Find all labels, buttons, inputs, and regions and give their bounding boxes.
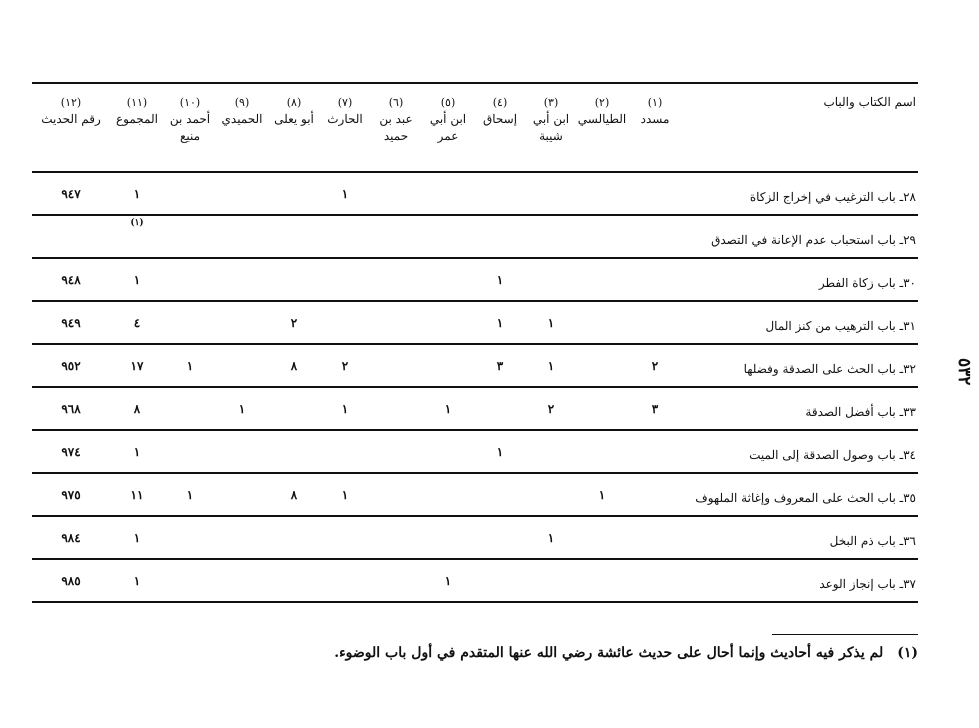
count-cell [164,516,216,559]
count-cell [110,215,164,258]
count-cell: ٩٤٨ [61,272,81,287]
header-column-label: إسحاق [482,112,518,126]
header-column [526,83,576,172]
count-cell [526,430,576,473]
header-column-label: ابن أبي شيبة [532,112,570,143]
header-column-label: الحميدي [221,112,263,126]
header-column-number: (٦) [388,96,404,109]
count-cell [216,344,268,387]
count-cell: ١ [238,401,246,416]
count-cell [526,172,576,215]
header-column-label: مسدد [640,112,670,126]
count-cell [216,559,268,602]
chapter-title: ٣٠ـ باب زكاة الفطر [818,275,916,290]
count-cell [164,559,216,602]
header-column [628,83,682,172]
count-cell [422,172,474,215]
count-cell [268,215,320,258]
count-cell [576,258,628,301]
chapter-title: ٣٥ـ باب الحث على المعروف وإغاثة الملهوف [695,490,916,505]
count-cell [628,473,682,516]
count-cell [576,301,628,344]
count-cell [422,301,474,344]
count-cell: ٩٤٧ [61,186,81,201]
count-cell [370,344,422,387]
count-cell [370,215,422,258]
count-cell [268,430,320,473]
count-cell [576,172,628,215]
header-column-number: (١١) [126,96,148,109]
count-cell: ٢ [290,315,298,330]
header-column-number: (٣) [543,96,559,109]
header-column-number: (١٠) [179,96,201,109]
count-cell [216,172,268,215]
count-cell [370,430,422,473]
count-cell: ٢ [547,401,555,416]
table-row [32,516,918,559]
table-header [32,83,918,172]
header-column-number: (٢) [594,96,610,109]
count-cell: ١ [547,315,555,330]
header-column-number: (١) [647,96,663,109]
count-cell: ٢ [341,358,349,373]
count-cell [422,344,474,387]
count-cell [628,430,682,473]
table-body [32,172,918,602]
count-cell [216,473,268,516]
page-number: ٥٣٢ [954,358,974,386]
count-cell [370,516,422,559]
count-cell [474,172,526,215]
count-cell [370,387,422,430]
count-cell [320,516,370,559]
count-cell [474,516,526,559]
count-cell [576,516,628,559]
header-column-label: أبو يعلى [274,112,314,126]
count-cell [370,258,422,301]
hadith-count-table-container [32,82,918,603]
count-cell [164,258,216,301]
chapter-title: ٣١ـ باب الترهيب من كنز المال [765,318,916,333]
header-column-label: المجموع [116,112,158,126]
header-column [370,83,422,172]
count-cell: ١ [598,487,606,502]
header-column-label: ابن أبي عمر [429,112,467,143]
count-cell: ١ [186,487,194,502]
count-cell: ١ [444,573,452,588]
header-column [422,83,474,172]
count-cell: ١ [186,358,194,373]
count-cell [422,473,474,516]
header-row [32,83,918,172]
count-cell: ١١ [130,487,144,502]
header-column-number: (٧) [337,96,353,109]
table-row [32,215,918,258]
header-column [110,83,164,172]
count-cell [628,215,682,258]
count-cell: ١ [496,315,504,330]
footnote-text: لم يذكر فيه أحاديث وإنما أحال على حديث عائشة رضي الله عنها المتقدم في أول باب الوضوء. [334,645,884,661]
count-cell [216,516,268,559]
chapter-title: ٢٩ـ باب استحباب عدم الإعانة في التصدق [711,232,916,247]
header-column-label: الطيالسي [577,112,627,126]
header-book-chapter: اسم الكتاب والباب [823,95,916,109]
count-cell: ١ [341,487,349,502]
header-column-number: (٩) [234,96,250,109]
count-cell [370,473,422,516]
count-cell [320,215,370,258]
chapter-title: ٣٧ـ باب إنجاز الوعد [819,576,916,591]
count-cell [474,559,526,602]
table-row [32,473,918,516]
table-row [32,172,918,215]
count-cell [526,258,576,301]
count-cell: ١ [444,401,452,416]
count-cell: ٣ [651,401,659,416]
chapter-title: ٢٨ـ باب الترغيب في إخراج الزكاة [749,189,916,204]
count-cell [268,516,320,559]
count-cell: ١ [547,358,555,373]
header-column [32,83,110,172]
count-cell: ٢ [651,358,659,373]
count-cell: ١٧ [130,358,144,373]
count-cell [320,559,370,602]
count-cell: ٣ [496,358,504,373]
header-column [268,83,320,172]
table-row [32,344,918,387]
count-cell: ٩٤٩ [61,315,81,330]
count-cell [526,559,576,602]
table-row [32,387,918,430]
table-row [32,301,918,344]
count-cell [216,430,268,473]
count-cell [216,258,268,301]
count-cell [628,301,682,344]
count-cell [576,430,628,473]
footnote [300,645,918,661]
count-cell: ١ [133,573,141,588]
count-cell [576,215,628,258]
count-cell [422,258,474,301]
count-cell [370,172,422,215]
count-cell [164,215,216,258]
count-cell: ١ [341,401,349,416]
count-cell: ١ [341,186,349,201]
count-cell [628,172,682,215]
count-cell: ١ [133,530,141,545]
header-column-number: (٨) [286,96,302,109]
count-cell: ٩٨٥ [61,573,81,588]
header-column-number: (٤) [492,96,508,109]
header-column-number: (٥) [440,96,456,109]
count-cell [576,559,628,602]
count-cell: ٨ [290,487,298,502]
count-cell [370,559,422,602]
header-column-number: (١٢) [60,96,82,109]
header-column [320,83,370,172]
count-cell [164,301,216,344]
header-column [216,83,268,172]
count-cell: ٩٥٢ [61,358,81,373]
count-cell [320,430,370,473]
count-cell [422,215,474,258]
table-row [32,430,918,473]
count-cell [268,387,320,430]
chapter-title: ٣٦ـ باب ذم البخل [829,533,916,548]
count-cell [628,516,682,559]
count-cell [268,559,320,602]
count-cell [216,215,268,258]
table-row [32,258,918,301]
count-cell: ١ [133,272,141,287]
count-cell [216,301,268,344]
count-cell [268,172,320,215]
count-cell [32,215,110,258]
count-cell [474,387,526,430]
count-cell [628,258,682,301]
count-cell [164,430,216,473]
count-cell: ٨ [290,358,298,373]
count-cell [474,473,526,516]
count-cell [320,301,370,344]
footnote-reference: (١) [130,218,144,228]
count-cell: ١ [547,530,555,545]
count-cell: ٩٧٤ [61,444,81,459]
count-cell: ٨ [133,401,141,416]
footnote-divider [772,634,918,635]
count-cell: ٩٧٥ [61,487,81,502]
table-row [32,559,918,602]
count-cell [628,559,682,602]
count-cell [370,301,422,344]
count-cell [474,215,526,258]
count-cell [576,344,628,387]
count-cell: ٩٨٤ [61,530,81,545]
header-column-label: الحارث [327,112,363,126]
header-column-label: عبد بن حميد [379,112,413,143]
count-cell: ١ [496,272,504,287]
header-column [576,83,628,172]
count-cell: ١ [133,186,141,201]
count-cell [422,430,474,473]
count-cell: ٤ [133,315,141,330]
count-cell [164,387,216,430]
header-column-label: رقم الحديث [41,112,101,126]
header-column [474,83,526,172]
chapter-title: ٣٤ـ باب وصول الصدقة إلى الميت [749,447,916,462]
count-cell: ٩٦٨ [61,401,81,416]
count-cell: ١ [496,444,504,459]
count-cell [526,473,576,516]
count-cell [164,172,216,215]
header-column-label: أحمد بن منيع [169,112,211,143]
count-cell [422,516,474,559]
count-cell [320,258,370,301]
hadith-count-table [32,82,918,603]
footnote-mark: (١) [897,645,918,661]
header-column [164,83,216,172]
chapter-title: ٣٢ـ باب الحث على الصدقة وفضلها [743,361,916,376]
count-cell [526,215,576,258]
count-cell [576,387,628,430]
chapter-title: ٣٣ـ باب أفضل الصدقة [805,404,916,419]
count-cell [268,258,320,301]
count-cell: ١ [133,444,141,459]
